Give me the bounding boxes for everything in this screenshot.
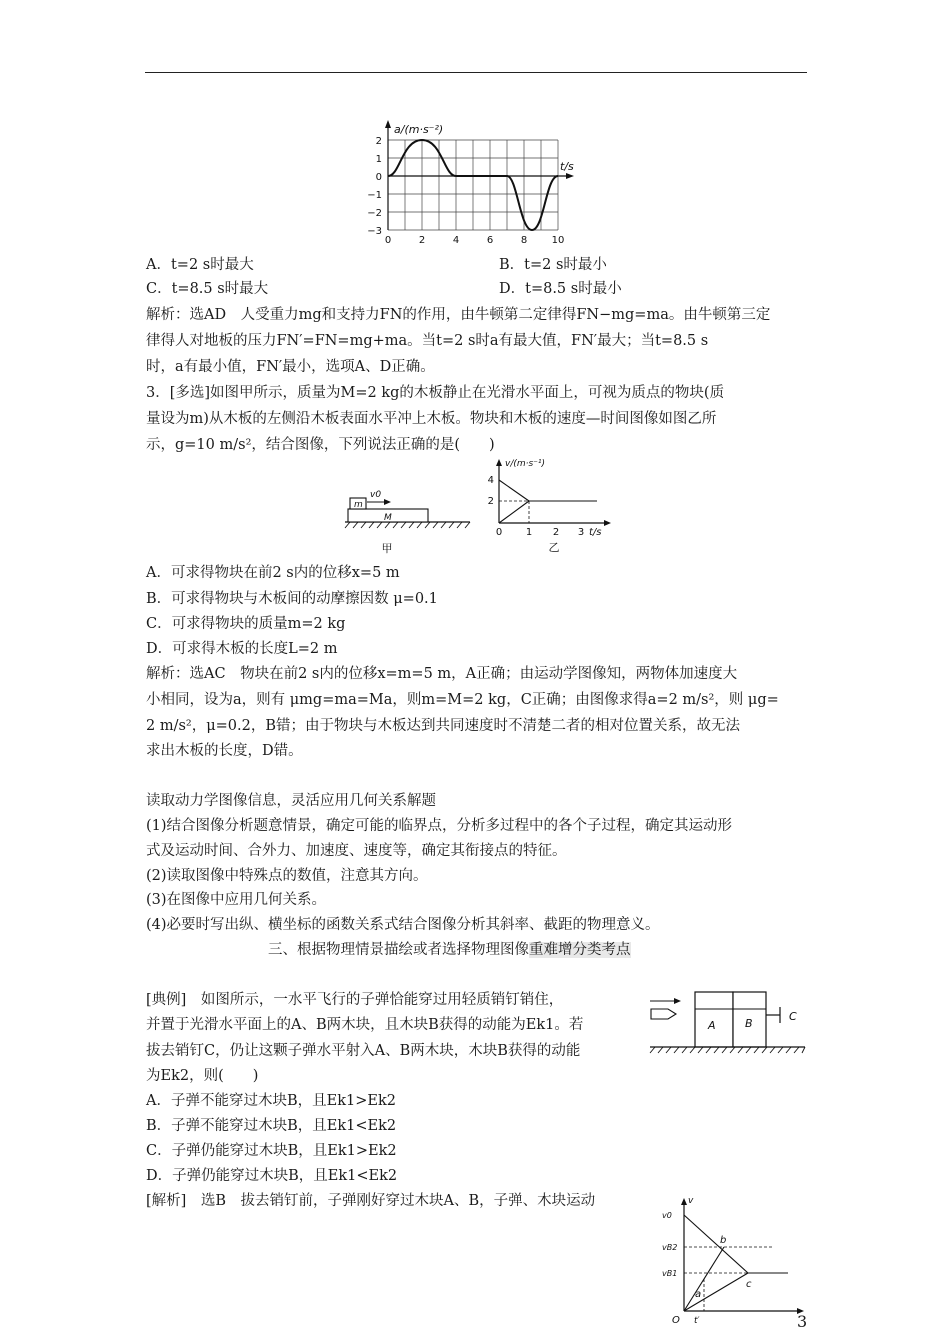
xtick: 0 [384, 235, 392, 246]
example-stem-line: 并置于光滑水平面上的A、B两木块，且木块B获得的动能为Ek1。若 [146, 1017, 584, 1033]
ytick: 2 [487, 496, 494, 507]
xtick: 10 [551, 235, 565, 246]
example-stem-line: [典例] 如图所示，一水平飞行的子弹恰能穿过用轻质销钉销住， [146, 992, 564, 1008]
xtick: 2 [418, 235, 426, 246]
summary-title: 读取动力学图像信息，灵活应用几何关系解题 [146, 793, 436, 809]
example-option-d: D．子弹仍能穿过木块B，且Ek1<Ek2 [146, 1168, 398, 1184]
q2-option-a: A．t=2 s时最大 [146, 257, 254, 273]
q3-analysis-line: 解析：选AC 物块在前2 s内的位移x=m=5 m，A正确；由运动学图像知，两物体加速度大 [146, 666, 738, 682]
xtick: 0 [495, 527, 503, 538]
example-stem-line: 为Ek2，则( ) [146, 1068, 259, 1084]
q3-analysis-line: 2 m/s²，μ=0.2，B错；由于物块与木板达到共同速度时不清楚二者的相对位置关系，故无法 [146, 718, 741, 734]
example-option-b: B．子弹不能穿过木块B，且Ek1<Ek2 [146, 1118, 397, 1134]
header-rule [145, 72, 807, 73]
fig-yi-v-axis-label: v/(m·s⁻¹) [505, 459, 546, 469]
fig-jia-m-label: m [354, 500, 363, 510]
q3-option-d: D．可求得木板的长度L=2 m [146, 641, 338, 657]
vt-point-b: b [720, 1235, 727, 1246]
xtick: 1 [525, 527, 533, 538]
summary-item: (2)读取图像中特殊点的数值，注意其方向。 [146, 868, 428, 884]
xtick: 2 [552, 527, 560, 538]
fig-yi-t-axis-label: t/s [589, 527, 602, 538]
bullet-blocks-figure [645, 988, 810, 1058]
summary-item: (4)必要时写出纵、横坐标的函数关系式结合图像分析其斜率、截距的物理意义。 [146, 917, 660, 933]
vt-point-a: a [695, 1289, 702, 1300]
section-tag: 重难增分类考点 [529, 942, 631, 958]
vt-v0-label: v0 [662, 1211, 672, 1220]
ytick: −1 [367, 190, 382, 201]
block-b-label: B [745, 1017, 753, 1030]
summary-item: 式及运动时间、合外力、加速度、速度等，确定其衔接点的特征。 [146, 843, 567, 859]
t-axis-label: t/s [560, 160, 574, 173]
section-heading [268, 940, 631, 960]
example-option-c: C．子弹仍能穿过木块B，且Ek1>Ek2 [146, 1143, 397, 1159]
vt-vb2-label: vB2 [662, 1243, 678, 1252]
q3-option-c: C．可求得物块的质量m=2 kg [146, 616, 346, 632]
q3-analysis-line: 求出木板的长度，D错。 [146, 743, 303, 759]
ytick: −2 [367, 208, 382, 219]
q3-stem-line: 示，g=10 m/s²，结合图像，下列说法正确的是( ) [146, 437, 495, 453]
vt-origin: O [672, 1315, 680, 1326]
q3-stem-line: 量设为m)从木板的左侧沿木板表面水平冲上木板。物块和木板的速度—时间图像如图乙所 [146, 411, 717, 427]
summary-item: (3)在图像中应用几何关系。 [146, 892, 327, 908]
q2-option-b: B．t=2 s时最小 [499, 257, 607, 273]
fig-jia-M-label: M [384, 513, 392, 523]
xtick: 8 [520, 235, 528, 246]
ytick: 4 [487, 475, 494, 486]
example-stem-line: 拔去销钉C，仍让这颗子弹水平射入A、B两木块，木块B获得的动能 [146, 1043, 581, 1059]
vt-v-label: v [688, 1196, 694, 1206]
page-number: 3 [797, 1312, 808, 1331]
q3-option-b: B．可求得物块与木板间的动摩擦因数 μ=0.1 [146, 591, 438, 607]
fig-yi-caption: 乙 [548, 541, 560, 554]
example-analysis: [解析] 选B 拔去销钉前，子弹刚好穿过木块A、B，子弹、木块运动 [146, 1193, 596, 1209]
example-vt-graph [660, 1193, 810, 1328]
example-option-a: A．子弹不能穿过木块B，且Ek1>Ek2 [146, 1093, 396, 1109]
a-axis-label: a/(m·s⁻²) [394, 123, 444, 136]
q2-analysis-line: 时，a有最小值，FN′最小，选项A、D正确。 [146, 359, 435, 375]
xtick: 3 [577, 527, 585, 538]
q3-stem-line: 3．[多选]如图甲所示，质量为M=2 kg的木板静止在光滑水平面上，可视为质点的物块(质 [146, 385, 725, 401]
ytick: 2 [375, 136, 382, 147]
ytick: −3 [367, 226, 382, 237]
xtick: 4 [452, 235, 460, 246]
fig-jia-v0-label: v0 [370, 490, 382, 500]
q2-option-d: D．t=8.5 s时最小 [499, 281, 622, 297]
section-title: 三、根据物理情景描绘或者选择物理图像 [268, 942, 529, 958]
vt-t-prime: t′ [694, 1316, 700, 1326]
q3-option-a: A．可求得物块在前2 s内的位移x=5 m [146, 565, 400, 581]
q2-option-c: C．t=8.5 s时最大 [146, 281, 269, 297]
summary-item: (1)结合图像分析题意情景，确定可能的临界点，分析多过程中的各个子过程，确定其运动形 [146, 818, 733, 834]
figure-yi-vt-graph [487, 455, 622, 555]
block-a-label: A [708, 1019, 716, 1032]
xtick: 6 [486, 235, 494, 246]
q3-analysis-line: 小相同，设为a，则有 μmg=ma=Ma，则m=M=2 kg，C正确；由图像求得a=2 m/s²，则 μg= [146, 692, 779, 708]
q2-analysis-line: 解析：选AD 人受重力mg和支持力FN的作用，由牛顿第二定律得FN−mg=ma。由牛顿第三定 [146, 307, 771, 323]
q2-analysis-line: 律得人对地板的压力FN′=FN=mg+ma。当t=2 s时a有最大值，FN′最大；当t=8.5 s [146, 333, 709, 349]
fig-jia-caption: 甲 [381, 542, 393, 555]
vt-point-c: c [746, 1279, 752, 1290]
pin-c-label: C [789, 1010, 797, 1023]
acceleration-time-graph [362, 118, 597, 248]
figure-jia-block-on-board [340, 478, 475, 558]
ytick: 0 [375, 172, 382, 183]
ytick: 1 [375, 154, 382, 165]
vt-vb1-label: vB1 [662, 1269, 678, 1278]
